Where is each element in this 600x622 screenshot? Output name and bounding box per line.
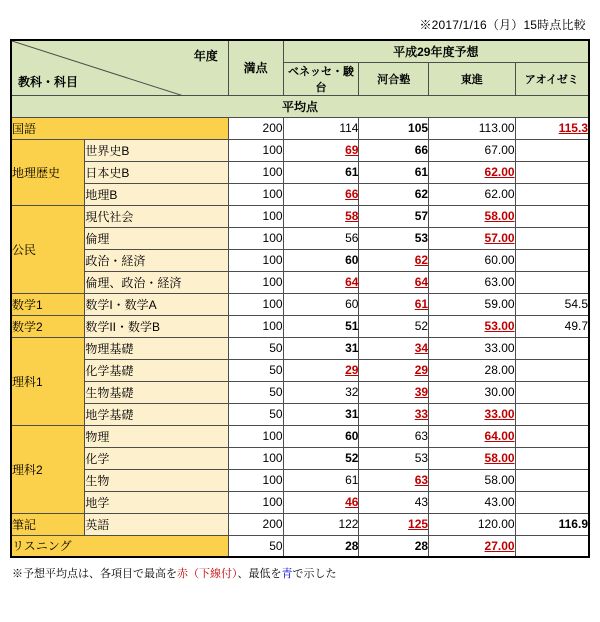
row-score-benesse: 31: [283, 403, 359, 425]
row-max-score: 50: [228, 535, 283, 557]
table-row: [11, 425, 589, 447]
row-category: 理科1: [11, 337, 85, 425]
row-score-benesse: 64: [283, 271, 359, 293]
row-score-benesse: 60: [283, 249, 359, 271]
row-max-score: 50: [228, 359, 283, 381]
row-score-kawai: 29: [359, 359, 429, 381]
table-row: [11, 117, 589, 139]
row-score-kawai: 57: [359, 205, 429, 227]
row-category: 数学1: [11, 293, 85, 315]
row-score-kawai: 53: [359, 447, 429, 469]
row-subject: 世界史B: [85, 139, 228, 161]
row-score-toshin: 27.00: [429, 535, 515, 557]
score-comparison-table: [10, 39, 590, 558]
row-score-aoi: [515, 469, 589, 491]
corner-diagonal-cell: [11, 40, 228, 95]
row-score-benesse: 61: [283, 469, 359, 491]
row-subject: 現代社会: [85, 205, 228, 227]
row-score-toshin: 63.00: [429, 271, 515, 293]
table-row: [11, 315, 589, 337]
row-max-score: 100: [228, 293, 283, 315]
row-score-toshin: 62.00: [429, 183, 515, 205]
row-score-kawai: 63: [359, 425, 429, 447]
table-row: [11, 381, 589, 403]
table-row: [11, 535, 589, 557]
row-score-benesse: 32: [283, 381, 359, 403]
table-row: [11, 469, 589, 491]
row-score-aoi: [515, 535, 589, 557]
row-score-kawai: 64: [359, 271, 429, 293]
row-max-score: 50: [228, 381, 283, 403]
table-body: [11, 117, 589, 557]
row-category: 筆記: [11, 513, 85, 535]
row-score-aoi: [515, 447, 589, 469]
row-score-kawai: 63: [359, 469, 429, 491]
header-note: ※2017/1/16（月）15時点比較: [419, 18, 586, 32]
row-score-kawai: 53: [359, 227, 429, 249]
row-score-benesse: 31: [283, 337, 359, 359]
row-score-aoi: 54.5: [515, 293, 589, 315]
row-score-aoi: [515, 227, 589, 249]
row-subject: 生物基礎: [85, 381, 228, 403]
table-row: [11, 359, 589, 381]
row-score-aoi: [515, 491, 589, 513]
row-category: 理科2: [11, 425, 85, 513]
table-row: [11, 161, 589, 183]
footer-note-part-b: 、最低を: [237, 568, 282, 580]
col-header-provider-kawai: 河合塾: [359, 62, 429, 95]
row-score-aoi: [515, 425, 589, 447]
row-max-score: 100: [228, 425, 283, 447]
row-score-toshin: 33.00: [429, 337, 515, 359]
row-max-score: 50: [228, 403, 283, 425]
row-score-toshin: 67.00: [429, 139, 515, 161]
row-score-kawai: 125: [359, 513, 429, 535]
row-score-kawai: 61: [359, 293, 429, 315]
row-score-aoi: [515, 403, 589, 425]
table-row: [11, 293, 589, 315]
row-score-aoi: 115.3: [515, 117, 589, 139]
row-max-score: 100: [228, 205, 283, 227]
row-score-aoi: [515, 205, 589, 227]
row-subject: 英語: [85, 513, 228, 535]
row-score-kawai: 105: [359, 117, 429, 139]
row-score-benesse: 114: [283, 117, 359, 139]
row-score-kawai: 33: [359, 403, 429, 425]
row-score-benesse: 66: [283, 183, 359, 205]
table-head: [11, 40, 589, 117]
row-subject: 数学II・数学B: [85, 315, 228, 337]
row-score-aoi: [515, 271, 589, 293]
table-row: [11, 227, 589, 249]
row-score-benesse: 52: [283, 447, 359, 469]
row-category: リスニング: [11, 535, 228, 557]
row-max-score: 200: [228, 117, 283, 139]
row-score-aoi: [515, 161, 589, 183]
row-score-kawai: 43: [359, 491, 429, 513]
table-row: [11, 205, 589, 227]
row-score-benesse: 58: [283, 205, 359, 227]
col-header-provider-aoi: アオイゼミ: [515, 62, 589, 95]
row-max-score: 100: [228, 271, 283, 293]
col-header-provider-toshin: 東進: [429, 62, 515, 95]
row-category: 国語: [11, 117, 228, 139]
row-score-aoi: 49.7: [515, 315, 589, 337]
header-row-1: [11, 40, 589, 62]
row-max-score: 200: [228, 513, 283, 535]
row-subject: 地理B: [85, 183, 228, 205]
row-score-kawai: 34: [359, 337, 429, 359]
table-row: [11, 513, 589, 535]
row-score-toshin: 120.00: [429, 513, 515, 535]
col-header-provider-benesse: ベネッセ・駿台: [283, 62, 359, 95]
row-category: 公民: [11, 205, 85, 293]
row-subject: 倫理: [85, 227, 228, 249]
table-row: [11, 337, 589, 359]
footer-note-blue: 青: [281, 568, 293, 580]
row-score-kawai: 66: [359, 139, 429, 161]
row-max-score: 100: [228, 249, 283, 271]
row-subject: 政治・経済: [85, 249, 228, 271]
row-score-toshin: 30.00: [429, 381, 515, 403]
row-subject: 物理基礎: [85, 337, 228, 359]
footer-note: [10, 558, 590, 581]
table-row: [11, 403, 589, 425]
row-subject: 倫理、政治・経済: [85, 271, 228, 293]
row-subject: 日本史B: [85, 161, 228, 183]
col-header-max-score: 満点: [228, 40, 283, 95]
row-score-aoi: [515, 337, 589, 359]
row-score-toshin: 58.00: [429, 447, 515, 469]
row-score-benesse: 69: [283, 139, 359, 161]
row-subject: 地学: [85, 491, 228, 513]
row-score-benesse: 51: [283, 315, 359, 337]
row-max-score: 100: [228, 469, 283, 491]
corner-kyoka-label: 教科・科目: [18, 74, 79, 89]
row-max-score: 100: [228, 227, 283, 249]
row-subject: 化学: [85, 447, 228, 469]
row-score-benesse: 60: [283, 425, 359, 447]
row-score-benesse: 56: [283, 227, 359, 249]
row-score-benesse: 60: [283, 293, 359, 315]
row-score-aoi: [515, 139, 589, 161]
row-score-toshin: 60.00: [429, 249, 515, 271]
table-row: [11, 491, 589, 513]
row-score-toshin: 64.00: [429, 425, 515, 447]
row-score-kawai: 62: [359, 249, 429, 271]
row-score-benesse: 61: [283, 161, 359, 183]
table-row: [11, 447, 589, 469]
row-score-kawai: 39: [359, 381, 429, 403]
row-max-score: 100: [228, 315, 283, 337]
row-score-toshin: 58.00: [429, 205, 515, 227]
row-max-score: 100: [228, 161, 283, 183]
row-subject: 数学I・数学A: [85, 293, 228, 315]
corner-nendo-label: 年度: [193, 49, 218, 63]
row-max-score: 100: [228, 183, 283, 205]
col-header-forecast-title: 平成29年度予想: [283, 40, 589, 62]
col-header-average-label: 平均点: [11, 95, 589, 117]
row-score-kawai: 61: [359, 161, 429, 183]
row-subject: 化学基礎: [85, 359, 228, 381]
row-subject: 物理: [85, 425, 228, 447]
row-score-kawai: 52: [359, 315, 429, 337]
row-subject: 地学基礎: [85, 403, 228, 425]
table-row: [11, 271, 589, 293]
row-max-score: 100: [228, 139, 283, 161]
row-score-aoi: [515, 359, 589, 381]
row-score-toshin: 28.00: [429, 359, 515, 381]
row-score-benesse: 46: [283, 491, 359, 513]
row-score-toshin: 53.00: [429, 315, 515, 337]
row-score-toshin: 57.00: [429, 227, 515, 249]
row-score-benesse: 28: [283, 535, 359, 557]
row-category: 地理歴史: [11, 139, 85, 205]
row-score-kawai: 28: [359, 535, 429, 557]
row-score-aoi: 116.9: [515, 513, 589, 535]
row-category: 数学2: [11, 315, 85, 337]
footer-note-red: 赤（下線付）: [177, 568, 238, 580]
row-score-toshin: 58.00: [429, 469, 515, 491]
table-row: [11, 183, 589, 205]
row-score-benesse: 29: [283, 359, 359, 381]
row-score-kawai: 62: [359, 183, 429, 205]
table-row: [11, 249, 589, 271]
row-score-toshin: 33.00: [429, 403, 515, 425]
table-row: [11, 139, 589, 161]
row-score-toshin: 43.00: [429, 491, 515, 513]
row-score-toshin: 59.00: [429, 293, 515, 315]
footer-note-part-a: ※予想平均点は、各項目で最高を: [12, 568, 177, 580]
row-score-aoi: [515, 381, 589, 403]
row-subject: 生物: [85, 469, 228, 491]
footer-note-part-c: で示した: [292, 568, 337, 580]
row-max-score: 100: [228, 491, 283, 513]
row-score-toshin: 113.00: [429, 117, 515, 139]
header-row-average: [11, 95, 589, 117]
row-max-score: 100: [228, 447, 283, 469]
row-max-score: 50: [228, 337, 283, 359]
row-score-aoi: [515, 249, 589, 271]
row-score-aoi: [515, 183, 589, 205]
row-score-toshin: 62.00: [429, 161, 515, 183]
row-score-benesse: 122: [283, 513, 359, 535]
